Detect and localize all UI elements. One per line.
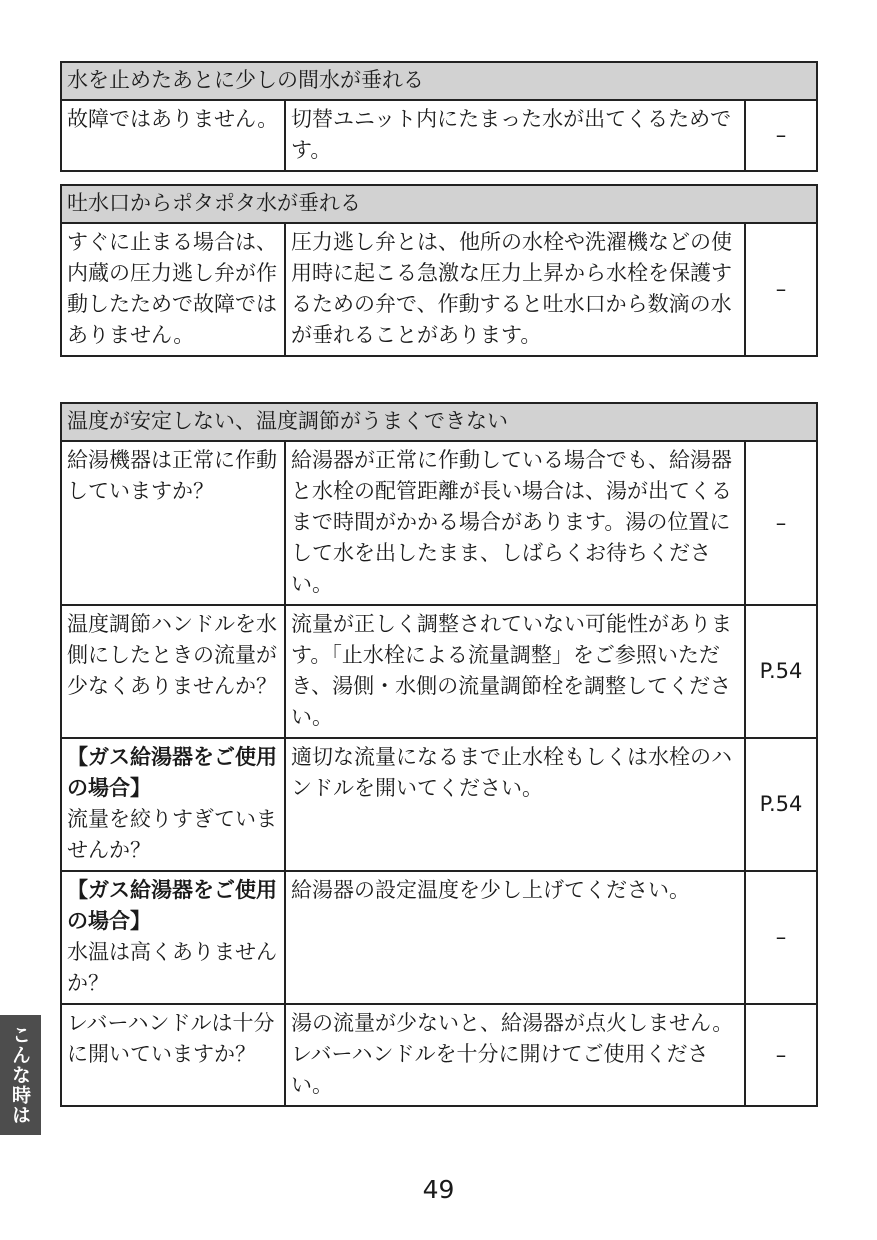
side-tab-troubleshooting: こんな時は (0, 1015, 41, 1135)
table-row (61, 738, 817, 871)
reference-cell: P.54 (745, 738, 817, 871)
solution-cell (285, 441, 745, 605)
solution-text: 切替ユニット内にたまった水が出てくるためです。 (291, 107, 732, 162)
reference-cell: – (745, 441, 817, 605)
cause-condition: 【ガス給湯器をご使用の場合】 (67, 878, 277, 933)
cause-cell (61, 1004, 285, 1106)
reference-cell: – (745, 223, 817, 356)
cause-text: 給湯機器は正常に作動していますか？ (67, 448, 277, 503)
section-title: 水を止めたあとに少しの間水が垂れる (61, 62, 817, 100)
solution-cell (285, 223, 745, 356)
reference-cell: P.54 (745, 605, 817, 738)
reference-cell: – (745, 100, 817, 171)
table-row (61, 871, 817, 1004)
reference-cell: – (745, 1004, 817, 1106)
cause-cell (61, 100, 285, 171)
solution-cell (285, 871, 745, 1004)
trouble-table-spout-drip (60, 184, 818, 357)
solution-cell (285, 1004, 745, 1106)
cause-text: すぐに止まる場合は、内蔵の圧力逃し弁が作動したためで故障ではありません。 (67, 230, 277, 347)
reference-cell: – (745, 871, 817, 1004)
solution-text: 流量が正しく調整されていない可能性があります。「止水栓による流量調整」をご参照いただき、湯側・水側の流量調節栓を調整してください。 (291, 612, 732, 729)
table-row (61, 605, 817, 738)
trouble-table-drip-after-stop (60, 61, 818, 172)
page-number: 49 (422, 1175, 455, 1204)
solution-cell (285, 100, 745, 171)
solution-text: 適切な流量になるまで止水栓もしくは水栓のハンドルを開いてください。 (291, 745, 732, 800)
solution-text: 給湯器の設定温度を少し上げてください。 (291, 878, 690, 902)
cause-cell (61, 441, 285, 605)
cause-cell (61, 605, 285, 738)
table-row (61, 441, 817, 605)
cause-text: 故障ではありません。 (67, 107, 279, 131)
solution-text: 圧力逃し弁とは、他所の水栓や洗濯機などの使用時に起こる急激な圧力上昇から水栓を保護するための弁で、作動すると吐水口から数滴の水が垂れることがあります。 (291, 230, 732, 347)
solution-cell (285, 738, 745, 871)
cause-text: 流量を絞りすぎていませんか？ (67, 807, 277, 862)
cause-cell (61, 871, 285, 1004)
solution-text: 湯の流量が少ないと、給湯器が点火しません。レバーハンドルを十分に開けてご使用ください。 (291, 1011, 734, 1097)
section-title: 温度が安定しない、温度調節がうまくできない (61, 403, 817, 441)
cause-text: 水温は高くありませんか？ (67, 940, 277, 995)
table-row (61, 1004, 817, 1106)
section-title: 吐水口からポタポタ水が垂れる (61, 185, 817, 223)
solution-cell (285, 605, 745, 738)
cause-text: レバーハンドルは十分に開いていますか？ (67, 1011, 275, 1066)
cause-cell (61, 738, 285, 871)
solution-text: 給湯器が正常に作動している場合でも、給湯器と水栓の配管距離が長い場合は、湯が出てくるまで時間がかかる場合があります。湯の位置にして水を出したまま、しばらくお待ちください。 (291, 448, 732, 596)
table-row (61, 100, 817, 171)
trouble-table-temperature (60, 402, 818, 1107)
cause-condition: 【ガス給湯器をご使用の場合】 (67, 745, 277, 800)
cause-text: 温度調節ハンドルを水側にしたときの流量が少なくありませんか？ (67, 612, 277, 698)
cause-cell (61, 223, 285, 356)
table-row (61, 223, 817, 356)
